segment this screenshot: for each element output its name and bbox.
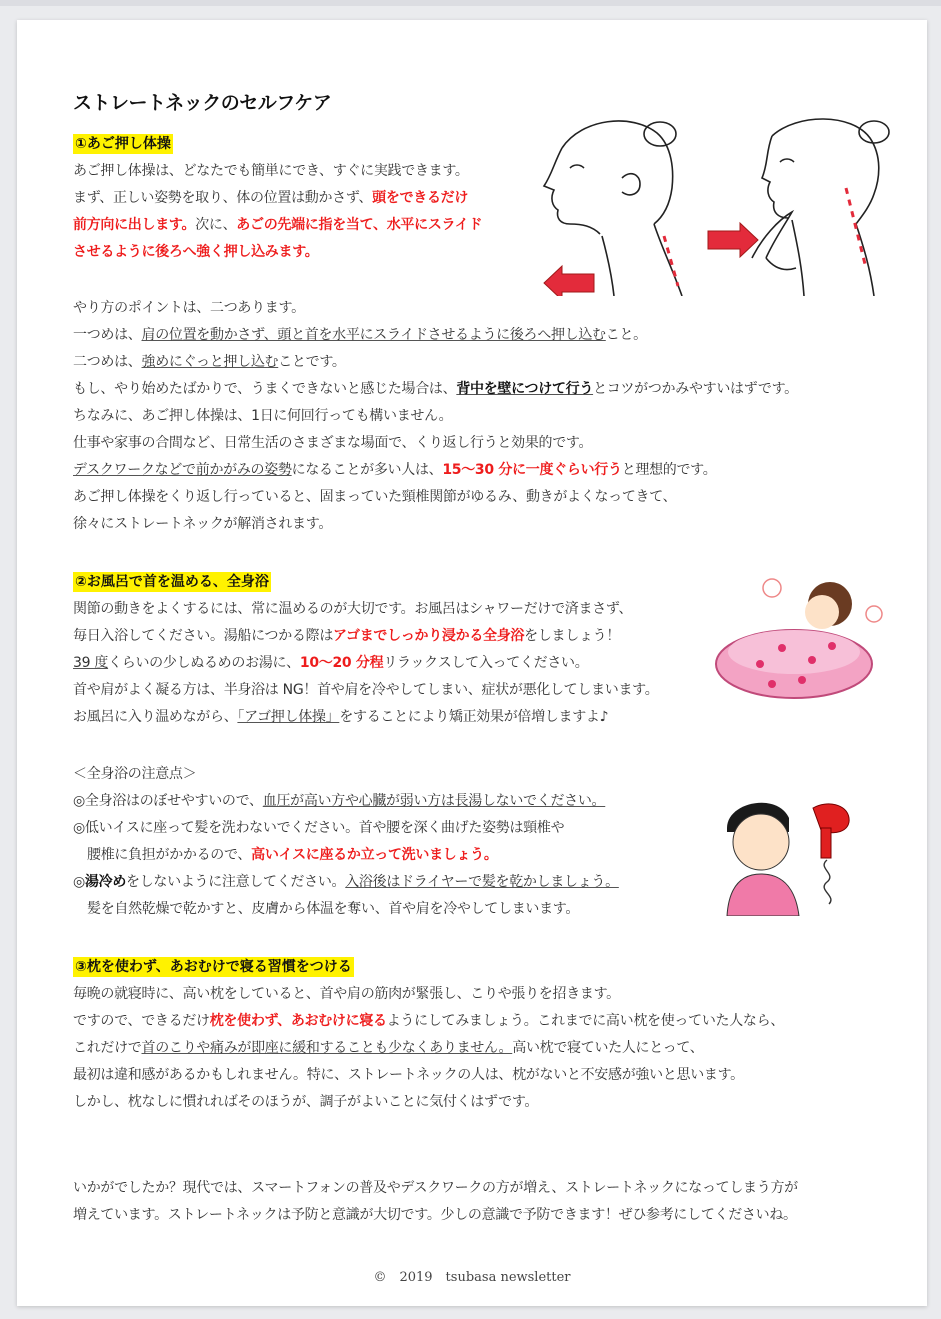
s2-note-2: ◎低いイスに座って髪を洗わないでください。首や腰を深く曲げた姿勢は頸椎や (73, 820, 565, 836)
s2-note-5: 髪を自然乾燥で乾かすと、皮膚から体温を奪い、首や肩を冷やしてしまいます。 (87, 901, 580, 917)
bather-face (805, 595, 839, 629)
s3-line-4: 最初は違和感があるかもしれません。特に、ストレートネックの人は、枕がないと不安感が強いと思います。 (73, 1067, 744, 1083)
s2-note-1: ◎全身浴はのぼせやすいので、血圧が高い方や心臓が弱い方は長湯しないでください。 (73, 793, 606, 809)
newsletter-page (17, 20, 927, 1306)
chin-tuck-illustration (522, 108, 902, 296)
steam-icon (763, 579, 781, 597)
s1-line-2: まず、正しい姿勢を取り、体の位置は動かさず、頭をできるだけ (73, 190, 469, 206)
section-1-heading: ①あご押し体操 (75, 136, 171, 152)
s2-note-3: 腰椎に負担がかかるので、高いイスに座るか立って洗いましょう。 (87, 847, 498, 863)
section-3-heading: ③枕を使わず、あおむけで寝る習慣をつける (75, 959, 352, 975)
s1-line-1: あご押し体操は、どなたでも簡単にでき、すぐに実践できます。 (73, 163, 469, 179)
section-2-heading: ②お風呂で首を温める、全身浴 (75, 574, 269, 590)
bath-water (728, 630, 860, 674)
s1-points-3: 二つめは、強めにぐっと押し込むことです。 (73, 354, 346, 370)
s1-points-6: 仕事や家事の合間など、日常生活のさまざまな場面で、くり返し行うと効果的です。 (73, 435, 593, 451)
s2-line-4: 首や肩がよく凝る方は、半身浴は NG！首や肩を冷やしてしまい、症状が悪化してしまいます。 (73, 682, 659, 698)
s1-points-7: デスクワークなどで前かがみの姿勢になることが多い人は、15～30 分に一度ぐらい行うと理想的です。 (73, 462, 717, 478)
s2-notes-title: ＜全身浴の注意点＞ (73, 766, 197, 782)
steam-icon-2 (866, 606, 882, 622)
s1-line-4: させるように後ろへ強く押し込みます。 (73, 244, 319, 260)
bath-illustration (712, 568, 892, 708)
arrow-right-icon (708, 223, 758, 257)
s3-line-5: しかし、枕なしに慣れればそのほうが、調子がよいことに気付くはずです。 (73, 1094, 539, 1110)
s2-line-5: お風呂に入り温めながら、「アゴ押し体操」をすることにより矯正効果が倍増しますよ♪ (73, 709, 609, 725)
right-neck-dots (846, 188, 866, 268)
s1-points-2: 一つめは、肩の位置を動かさず、頭と首を水平にスライドさせるように後ろへ押し込むこと。 (73, 327, 647, 343)
child-face (733, 814, 789, 870)
hair-dryer-illustration (717, 788, 857, 916)
arrow-left-icon (544, 266, 594, 296)
dryer-cord (824, 860, 831, 904)
page-title: ストレートネックのセルフケア (73, 92, 332, 114)
s2-line-2: 毎日入浴してください。湯船につかる際はアゴまでしっかり浸かる全身浴をしましょう！ (73, 628, 621, 644)
child-shirt (727, 874, 799, 916)
s1-points-8: あご押し体操をくり返し行っていると、固まっていた頸椎関節がゆるみ、動きがよくなってきて、 (73, 489, 677, 505)
s2-line-3: 39 度くらいの少しぬるめのお湯に、10～20 分程リラックスして入ってください。 (73, 655, 589, 671)
s1-points-9: 徐々にストレートネックが解消されます。 (73, 516, 333, 532)
s3-line-3: これだけで首のこりや痛みが即座に緩和することも少なくありません。高い枕で寝ていた人にとって、 (73, 1040, 704, 1056)
closing-line-1: いかがでしたか？現代では、スマートフォンの普及やデスクワークの方が増え、ストレートネックになってしまう方が (73, 1180, 798, 1196)
s3-line-1: 毎晩の就寝時に、高い枕をしていると、首や肩の筋肉が緊張し、こりや張りを招きます。 (73, 986, 620, 1002)
s3-line-2: ですので、できるだけ枕を使わず、あおむけに寝るようにしてみましょう。これまでに高い枕を使っていた人なら、 (73, 1013, 785, 1029)
s2-note-4: ◎湯冷めをしないように注意してください。入浴後はドライヤーで髪を乾かしましょう。 (73, 874, 619, 890)
s1-line-3: 前方向に出します。次に、あごの先端に指を当て、水平にスライド (73, 217, 483, 233)
s1-points-4: もし、やり始めたばかりで、うまくできないと感じた場合は、背中を壁につけて行うとコツがつかみやすいはずです。 (73, 381, 798, 397)
s1-points-5: ちなみに、あご押し体操は、1日に何回行っても構いません。 (73, 408, 453, 424)
closing-line-2: 増えています。ストレートネックは予防と意識が大切です。少しの意識で予防できます！ぜひ参考にしてくださいね。 (73, 1207, 797, 1223)
page-footer: © 2019 tsubasa newsletter (373, 1270, 571, 1285)
s1-points-1: やり方のポイントは、二つあります。 (73, 300, 305, 316)
s2-line-1: 関節の動きをよくするには、常に温めるのが大切です。お風呂はシャワーだけで済まさず、 (73, 601, 633, 617)
viewer-top-edge (0, 0, 941, 6)
